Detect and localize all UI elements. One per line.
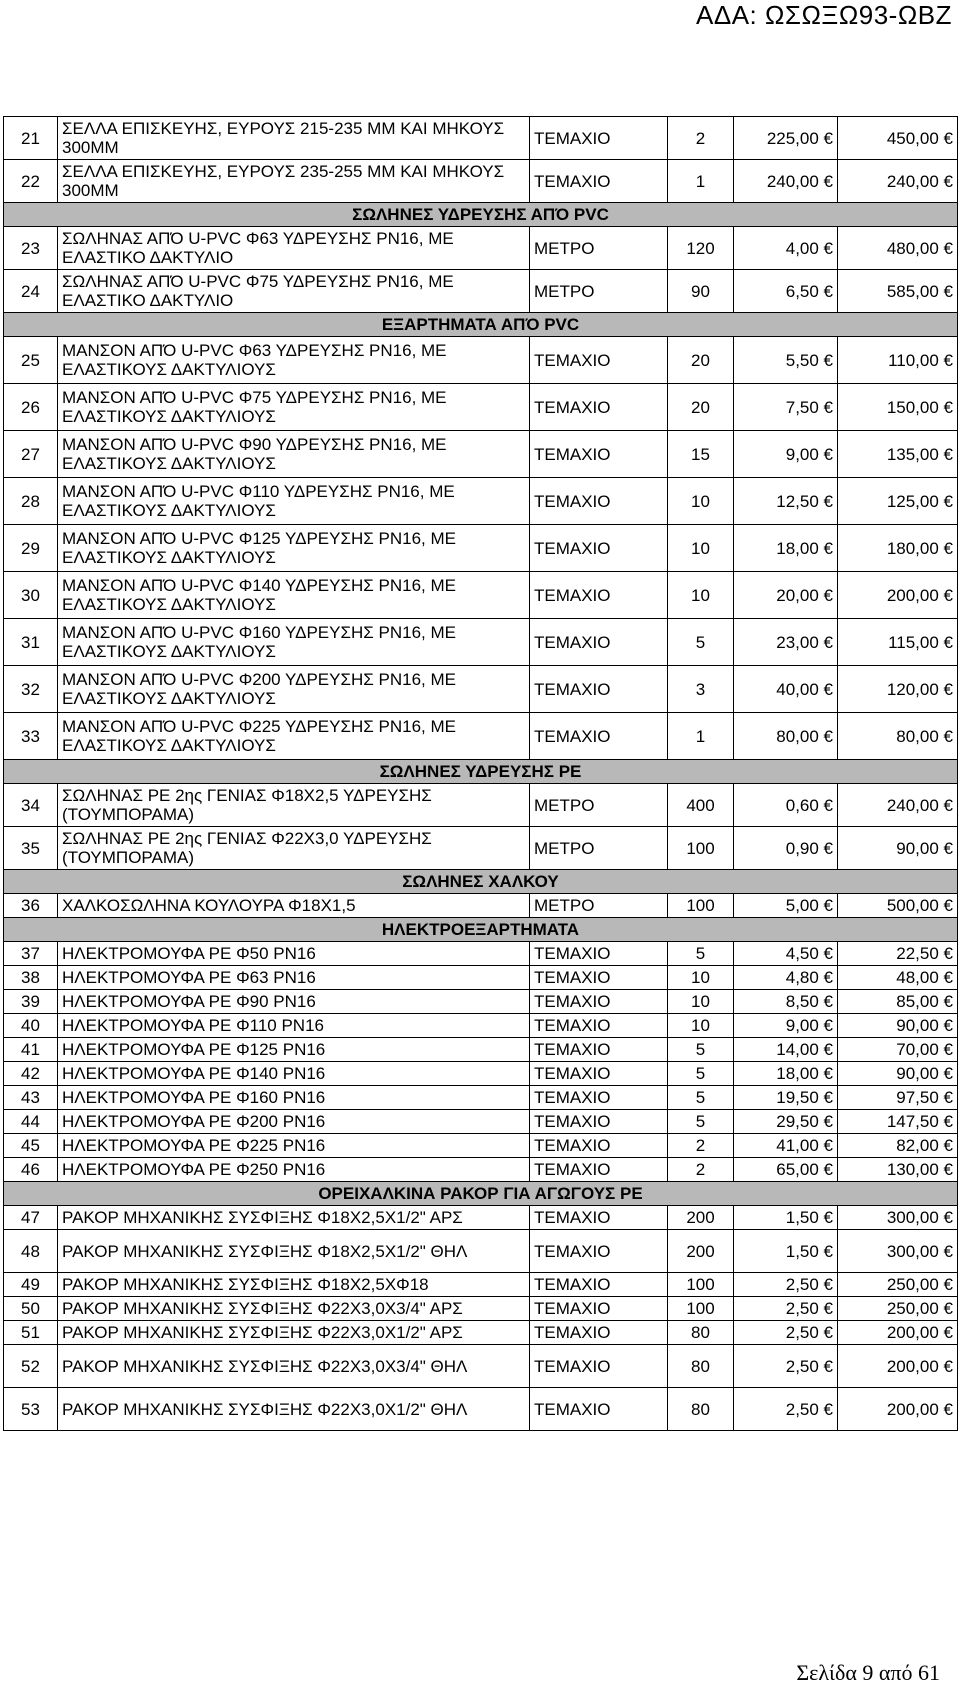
item-description: ΡΑΚΟΡ ΜΗΧΑΝΙΚΗΣ ΣΥΣΦΙΞΗΣ Φ18Χ2,5ΧΦ18: [58, 1273, 530, 1297]
item-description: ΣΩΛΗΝΑΣ PE 2ης ΓΕΝΙΑΣ Φ22Χ3,0 ΥΔΡΕΥΣΗΣ (ΤΟΥΜΠΟΡΑΜΑ): [58, 827, 530, 870]
item-quantity: 5: [668, 1086, 734, 1110]
item-total: 90,00 €: [838, 827, 958, 870]
item-description: ΗΛΕΚΤΡΟΜΟΥΦΑ PE Φ90 PN16: [58, 990, 530, 1014]
item-quantity: 90: [668, 270, 734, 313]
item-unit: ΤΕΜΑΧΙΟ: [530, 1110, 668, 1134]
item-total: 300,00 €: [838, 1206, 958, 1230]
table-row: [4, 990, 958, 1014]
item-quantity: 1: [668, 713, 734, 760]
item-description: ΗΛΕΚΤΡΟΜΟΥΦΑ PE Φ63 PN16: [58, 966, 530, 990]
item-number: 50: [4, 1297, 58, 1321]
table-row: [4, 1158, 958, 1182]
item-description: ΗΛΕΚΤΡΟΜΟΥΦΑ PE Φ160 PN16: [58, 1086, 530, 1110]
item-number: 44: [4, 1110, 58, 1134]
item-description: ΣΕΛΛΑ ΕΠΙΣΚΕΥΗΣ, ΕΥΡΟΥΣ 235-255 ΜΜ ΚΑΙ ΜΗΚΟΥΣ 300ΜΜ: [58, 160, 530, 203]
item-number: 31: [4, 619, 58, 666]
item-unit-price: 1,50 €: [734, 1206, 838, 1230]
item-unit-price: 7,50 €: [734, 384, 838, 431]
table-row: [4, 337, 958, 384]
item-quantity: 100: [668, 894, 734, 918]
item-unit: ΤΕΜΑΧΙΟ: [530, 1014, 668, 1038]
item-total: 110,00 €: [838, 337, 958, 384]
item-number: 36: [4, 894, 58, 918]
section-title: ΟΡΕΙΧΑΛΚΙΝΑ ΡΑΚΟΡ ΓΙΑ ΑΓΩΓΟΥΣ PE: [4, 1182, 958, 1206]
item-unit-price: 4,80 €: [734, 966, 838, 990]
page-number: Σελίδα 9 από 61: [796, 1660, 940, 1685]
item-total: 450,00 €: [838, 117, 958, 160]
item-unit: ΜΕΤΡΟ: [530, 894, 668, 918]
item-unit-price: 225,00 €: [734, 117, 838, 160]
item-quantity: 200: [668, 1230, 734, 1273]
item-total: 240,00 €: [838, 160, 958, 203]
table-row: [4, 1388, 958, 1431]
table-row: [4, 478, 958, 525]
item-total: 250,00 €: [838, 1297, 958, 1321]
item-unit: ΤΕΜΑΧΙΟ: [530, 666, 668, 713]
table-row: [4, 942, 958, 966]
item-description: ΗΛΕΚΤΡΟΜΟΥΦΑ PE Φ110 PN16: [58, 1014, 530, 1038]
item-unit: ΤΕΜΑΧΙΟ: [530, 990, 668, 1014]
item-total: 130,00 €: [838, 1158, 958, 1182]
price-table-body: [4, 117, 958, 1431]
item-total: 200,00 €: [838, 1321, 958, 1345]
item-number: 51: [4, 1321, 58, 1345]
section-header-row: [4, 313, 958, 337]
item-description: ΗΛΕΚΤΡΟΜΟΥΦΑ PE Φ50 PN16: [58, 942, 530, 966]
item-unit-price: 29,50 €: [734, 1110, 838, 1134]
item-unit-price: 2,50 €: [734, 1345, 838, 1388]
item-quantity: 10: [668, 1014, 734, 1038]
item-quantity: 5: [668, 1062, 734, 1086]
item-unit-price: 19,50 €: [734, 1086, 838, 1110]
item-unit-price: 5,00 €: [734, 894, 838, 918]
table-row: [4, 1062, 958, 1086]
item-number: 32: [4, 666, 58, 713]
item-quantity: 80: [668, 1321, 734, 1345]
item-quantity: 20: [668, 384, 734, 431]
item-total: 90,00 €: [838, 1062, 958, 1086]
item-unit-price: 240,00 €: [734, 160, 838, 203]
item-unit-price: 12,50 €: [734, 478, 838, 525]
item-total: 97,50 €: [838, 1086, 958, 1110]
item-number: 37: [4, 942, 58, 966]
item-description: ΗΛΕΚΤΡΟΜΟΥΦΑ PE Φ140 PN16: [58, 1062, 530, 1086]
item-unit-price: 4,00 €: [734, 227, 838, 270]
item-description: ΗΛΕΚΤΡΟΜΟΥΦΑ PE Φ200 PN16: [58, 1110, 530, 1134]
item-unit: ΤΕΜΑΧΙΟ: [530, 1158, 668, 1182]
item-unit-price: 65,00 €: [734, 1158, 838, 1182]
item-unit-price: 8,50 €: [734, 990, 838, 1014]
item-unit: ΤΕΜΑΧΙΟ: [530, 525, 668, 572]
table-row: [4, 227, 958, 270]
item-number: 52: [4, 1345, 58, 1388]
item-total: 48,00 €: [838, 966, 958, 990]
item-quantity: 2: [668, 1134, 734, 1158]
item-number: 26: [4, 384, 58, 431]
item-unit-price: 0,90 €: [734, 827, 838, 870]
table-row: [4, 894, 958, 918]
item-quantity: 10: [668, 966, 734, 990]
section-title: ΣΩΛΗΝΕΣ ΧΑΛΚΟΥ: [4, 870, 958, 894]
item-description: ΡΑΚΟΡ ΜΗΧΑΝΙΚΗΣ ΣΥΣΦΙΞΗΣ Φ22Χ3,0Χ1/2" ΘΗΛ: [58, 1388, 530, 1431]
item-total: 200,00 €: [838, 1388, 958, 1431]
item-quantity: 10: [668, 990, 734, 1014]
item-unit-price: 0,60 €: [734, 784, 838, 827]
item-quantity: 100: [668, 1297, 734, 1321]
item-number: 22: [4, 160, 58, 203]
item-unit: ΤΕΜΑΧΙΟ: [530, 1345, 668, 1388]
section-header-row: [4, 870, 958, 894]
item-unit-price: 2,50 €: [734, 1321, 838, 1345]
item-unit: ΤΕΜΑΧΙΟ: [530, 1321, 668, 1345]
item-unit: ΜΕΤΡΟ: [530, 227, 668, 270]
item-description: ΡΑΚΟΡ ΜΗΧΑΝΙΚΗΣ ΣΥΣΦΙΞΗΣ Φ22Χ3,0Χ3/4" ΘΗΛ: [58, 1345, 530, 1388]
item-total: 300,00 €: [838, 1230, 958, 1273]
item-unit: ΤΕΜΑΧΙΟ: [530, 942, 668, 966]
item-unit-price: 23,00 €: [734, 619, 838, 666]
table-row: [4, 117, 958, 160]
item-quantity: 10: [668, 572, 734, 619]
document-code: ΑΔΑ: ΩΣΩΞΩ93-ΩΒΖ: [695, 0, 952, 30]
item-description: ΜΑΝΣΟΝ ΑΠΌ U-PVC Φ125 ΥΔΡΕΥΣΗΣ PN16, ΜΕ ΕΛΑΣΤΙΚΟΥΣ ΔΑΚΤΥΛΙΟΥΣ: [58, 525, 530, 572]
table-row: [4, 1206, 958, 1230]
item-number: 21: [4, 117, 58, 160]
item-unit-price: 5,50 €: [734, 337, 838, 384]
item-unit-price: 80,00 €: [734, 713, 838, 760]
table-row: [4, 160, 958, 203]
item-description: ΜΑΝΣΟΝ ΑΠΌ U-PVC Φ140 ΥΔΡΕΥΣΗΣ PN16, ΜΕ ΕΛΑΣΤΙΚΟΥΣ ΔΑΚΤΥΛΙΟΥΣ: [58, 572, 530, 619]
item-unit-price: 2,50 €: [734, 1273, 838, 1297]
item-quantity: 5: [668, 619, 734, 666]
item-description: ΜΑΝΣΟΝ ΑΠΌ U-PVC Φ110 ΥΔΡΕΥΣΗΣ PN16, ΜΕ ΕΛΑΣΤΙΚΟΥΣ ΔΑΚΤΥΛΙΟΥΣ: [58, 478, 530, 525]
item-unit: ΜΕΤΡΟ: [530, 270, 668, 313]
item-unit-price: 1,50 €: [734, 1230, 838, 1273]
item-number: 38: [4, 966, 58, 990]
table-row: [4, 619, 958, 666]
item-number: 25: [4, 337, 58, 384]
item-unit: ΜΕΤΡΟ: [530, 784, 668, 827]
item-quantity: 120: [668, 227, 734, 270]
item-unit: ΤΕΜΑΧΙΟ: [530, 1273, 668, 1297]
item-total: 120,00 €: [838, 666, 958, 713]
item-description: ΗΛΕΚΤΡΟΜΟΥΦΑ PE Φ125 PN16: [58, 1038, 530, 1062]
item-description: ΣΩΛΗΝΑΣ ΑΠΌ U-PVC Φ75 ΥΔΡΕΥΣΗΣ PN16, ΜΕ ΕΛΑΣΤΙΚΟ ΔΑΚΤΥΛΙΟ: [58, 270, 530, 313]
item-unit: ΤΕΜΑΧΙΟ: [530, 619, 668, 666]
item-number: 47: [4, 1206, 58, 1230]
item-total: 150,00 €: [838, 384, 958, 431]
price-table: [3, 116, 958, 1431]
item-quantity: 2: [668, 117, 734, 160]
item-quantity: 100: [668, 827, 734, 870]
item-description: ΜΑΝΣΟΝ ΑΠΌ U-PVC Φ225 ΥΔΡΕΥΣΗΣ PN16, ΜΕ ΕΛΑΣΤΙΚΟΥΣ ΔΑΚΤΥΛΙΟΥΣ: [58, 713, 530, 760]
item-total: 250,00 €: [838, 1273, 958, 1297]
table-row: [4, 572, 958, 619]
item-unit: ΤΕΜΑΧΙΟ: [530, 431, 668, 478]
item-unit: ΤΕΜΑΧΙΟ: [530, 1038, 668, 1062]
item-description: ΣΩΛΗΝΑΣ ΑΠΌ U-PVC Φ63 ΥΔΡΕΥΣΗΣ PN16, ΜΕ ΕΛΑΣΤΙΚΟ ΔΑΚΤΥΛΙΟ: [58, 227, 530, 270]
item-quantity: 20: [668, 337, 734, 384]
item-total: 585,00 €: [838, 270, 958, 313]
item-number: 34: [4, 784, 58, 827]
item-quantity: 80: [668, 1388, 734, 1431]
item-unit-price: 9,00 €: [734, 431, 838, 478]
item-description: ΜΑΝΣΟΝ ΑΠΌ U-PVC Φ90 ΥΔΡΕΥΣΗΣ PN16, ΜΕ ΕΛΑΣΤΙΚΟΥΣ ΔΑΚΤΥΛΙΟΥΣ: [58, 431, 530, 478]
table-row: [4, 784, 958, 827]
table-row: [4, 1273, 958, 1297]
section-title: ΣΩΛΗΝΕΣ ΥΔΡΕΥΣΗΣ ΑΠΌ PVC: [4, 203, 958, 227]
item-description: ΗΛΕΚΤΡΟΜΟΥΦΑ PE Φ225 PN16: [58, 1134, 530, 1158]
section-title: ΣΩΛΗΝΕΣ ΥΔΡΕΥΣΗΣ PE: [4, 760, 958, 784]
item-description: ΡΑΚΟΡ ΜΗΧΑΝΙΚΗΣ ΣΥΣΦΙΞΗΣ Φ18Χ2,5Χ1/2" ΘΗΛ: [58, 1230, 530, 1273]
item-unit-price: 41,00 €: [734, 1134, 838, 1158]
item-total: 125,00 €: [838, 478, 958, 525]
item-total: 85,00 €: [838, 990, 958, 1014]
item-number: 30: [4, 572, 58, 619]
item-unit: ΤΕΜΑΧΙΟ: [530, 1230, 668, 1273]
item-description: ΜΑΝΣΟΝ ΑΠΌ U-PVC Φ200 ΥΔΡΕΥΣΗΣ PN16, ΜΕ ΕΛΑΣΤΙΚΟΥΣ ΔΑΚΤΥΛΙΟΥΣ: [58, 666, 530, 713]
item-total: 22,50 €: [838, 942, 958, 966]
item-unit-price: 2,50 €: [734, 1388, 838, 1431]
section-header-row: [4, 760, 958, 784]
item-quantity: 10: [668, 525, 734, 572]
table-row: [4, 827, 958, 870]
item-number: 53: [4, 1388, 58, 1431]
section-title: ΗΛΕΚΤΡΟΕΞΑΡΤΗΜΑΤΑ: [4, 918, 958, 942]
table-row: [4, 1321, 958, 1345]
item-unit-price: 40,00 €: [734, 666, 838, 713]
item-number: 45: [4, 1134, 58, 1158]
table-row: [4, 525, 958, 572]
item-unit-price: 2,50 €: [734, 1297, 838, 1321]
item-quantity: 80: [668, 1345, 734, 1388]
item-total: 500,00 €: [838, 894, 958, 918]
table-row: [4, 1014, 958, 1038]
table-row: [4, 1110, 958, 1134]
item-number: 46: [4, 1158, 58, 1182]
item-description: ΜΑΝΣΟΝ ΑΠΌ U-PVC Φ63 ΥΔΡΕΥΣΗΣ PN16, ΜΕ ΕΛΑΣΤΙΚΟΥΣ ΔΑΚΤΥΛΙΟΥΣ: [58, 337, 530, 384]
table-row: [4, 713, 958, 760]
item-quantity: 400: [668, 784, 734, 827]
item-unit: ΤΕΜΑΧΙΟ: [530, 713, 668, 760]
item-description: ΗΛΕΚΤΡΟΜΟΥΦΑ PE Φ250 PN16: [58, 1158, 530, 1182]
table-row: [4, 1297, 958, 1321]
item-number: 27: [4, 431, 58, 478]
table-row: [4, 1345, 958, 1388]
item-unit: ΤΕΜΑΧΙΟ: [530, 117, 668, 160]
item-number: 49: [4, 1273, 58, 1297]
item-number: 39: [4, 990, 58, 1014]
table-row: [4, 1134, 958, 1158]
item-number: 43: [4, 1086, 58, 1110]
item-quantity: 5: [668, 1110, 734, 1134]
section-title: ΕΞΑΡΤΗΜΑΤΑ ΑΠΌ PVC: [4, 313, 958, 337]
item-number: 41: [4, 1038, 58, 1062]
item-quantity: 3: [668, 666, 734, 713]
item-unit: ΤΕΜΑΧΙΟ: [530, 384, 668, 431]
item-total: 240,00 €: [838, 784, 958, 827]
item-description: ΡΑΚΟΡ ΜΗΧΑΝΙΚΗΣ ΣΥΣΦΙΞΗΣ Φ18Χ2,5Χ1/2" ΑΡΣ: [58, 1206, 530, 1230]
item-number: 29: [4, 525, 58, 572]
item-quantity: 100: [668, 1273, 734, 1297]
table-row: [4, 1086, 958, 1110]
item-unit: ΤΕΜΑΧΙΟ: [530, 1297, 668, 1321]
item-description: ΡΑΚΟΡ ΜΗΧΑΝΙΚΗΣ ΣΥΣΦΙΞΗΣ Φ22Χ3,0Χ3/4" ΑΡΣ: [58, 1297, 530, 1321]
item-unit: ΤΕΜΑΧΙΟ: [530, 1086, 668, 1110]
item-quantity: 200: [668, 1206, 734, 1230]
table-row: [4, 431, 958, 478]
item-total: 200,00 €: [838, 1345, 958, 1388]
item-total: 200,00 €: [838, 572, 958, 619]
table-row: [4, 1230, 958, 1273]
item-unit: ΤΕΜΑΧΙΟ: [530, 1206, 668, 1230]
item-total: 480,00 €: [838, 227, 958, 270]
item-unit: ΤΕΜΑΧΙΟ: [530, 160, 668, 203]
item-quantity: 2: [668, 1158, 734, 1182]
table-row: [4, 270, 958, 313]
item-description: ΣΩΛΗΝΑΣ PE 2ης ΓΕΝΙΑΣ Φ18Χ2,5 ΥΔΡΕΥΣΗΣ (ΤΟΥΜΠΟΡΑΜΑ): [58, 784, 530, 827]
item-number: 33: [4, 713, 58, 760]
item-unit: ΤΕΜΑΧΙΟ: [530, 1062, 668, 1086]
table-row: [4, 666, 958, 713]
item-total: 135,00 €: [838, 431, 958, 478]
section-header-row: [4, 1182, 958, 1206]
item-unit: ΤΕΜΑΧΙΟ: [530, 478, 668, 525]
item-description: ΧΑΛΚΟΣΩΛΗΝΑ ΚΟΥΛΟΥΡΑ Φ18Χ1,5: [58, 894, 530, 918]
table-row: [4, 966, 958, 990]
section-header-row: [4, 203, 958, 227]
item-total: 115,00 €: [838, 619, 958, 666]
item-quantity: 5: [668, 942, 734, 966]
section-header-row: [4, 918, 958, 942]
item-number: 42: [4, 1062, 58, 1086]
item-unit-price: 18,00 €: [734, 525, 838, 572]
item-unit: ΤΕΜΑΧΙΟ: [530, 572, 668, 619]
item-number: 28: [4, 478, 58, 525]
item-total: 82,00 €: [838, 1134, 958, 1158]
item-description: ΣΕΛΛΑ ΕΠΙΣΚΕΥΗΣ, ΕΥΡΟΥΣ 215-235 ΜΜ ΚΑΙ ΜΗΚΟΥΣ 300ΜΜ: [58, 117, 530, 160]
item-unit: ΤΕΜΑΧΙΟ: [530, 1134, 668, 1158]
item-unit: ΤΕΜΑΧΙΟ: [530, 337, 668, 384]
item-total: 80,00 €: [838, 713, 958, 760]
item-quantity: 10: [668, 478, 734, 525]
item-unit-price: 20,00 €: [734, 572, 838, 619]
item-number: 35: [4, 827, 58, 870]
item-number: 23: [4, 227, 58, 270]
item-quantity: 1: [668, 160, 734, 203]
item-description: ΜΑΝΣΟΝ ΑΠΌ U-PVC Φ75 ΥΔΡΕΥΣΗΣ PN16, ΜΕ ΕΛΑΣΤΙΚΟΥΣ ΔΑΚΤΥΛΙΟΥΣ: [58, 384, 530, 431]
item-total: 70,00 €: [838, 1038, 958, 1062]
table-row: [4, 384, 958, 431]
item-unit: ΤΕΜΑΧΙΟ: [530, 1388, 668, 1431]
item-unit: ΜΕΤΡΟ: [530, 827, 668, 870]
item-number: 48: [4, 1230, 58, 1273]
item-unit-price: 4,50 €: [734, 942, 838, 966]
item-total: 147,50 €: [838, 1110, 958, 1134]
item-unit: ΤΕΜΑΧΙΟ: [530, 966, 668, 990]
item-description: ΡΑΚΟΡ ΜΗΧΑΝΙΚΗΣ ΣΥΣΦΙΞΗΣ Φ22Χ3,0Χ1/2" ΑΡΣ: [58, 1321, 530, 1345]
item-unit-price: 18,00 €: [734, 1062, 838, 1086]
item-unit-price: 9,00 €: [734, 1014, 838, 1038]
item-number: 40: [4, 1014, 58, 1038]
item-quantity: 15: [668, 431, 734, 478]
item-quantity: 5: [668, 1038, 734, 1062]
item-total: 90,00 €: [838, 1014, 958, 1038]
item-description: ΜΑΝΣΟΝ ΑΠΌ U-PVC Φ160 ΥΔΡΕΥΣΗΣ PN16, ΜΕ ΕΛΑΣΤΙΚΟΥΣ ΔΑΚΤΥΛΙΟΥΣ: [58, 619, 530, 666]
item-number: 24: [4, 270, 58, 313]
table-row: [4, 1038, 958, 1062]
item-total: 180,00 €: [838, 525, 958, 572]
item-unit-price: 6,50 €: [734, 270, 838, 313]
item-unit-price: 14,00 €: [734, 1038, 838, 1062]
